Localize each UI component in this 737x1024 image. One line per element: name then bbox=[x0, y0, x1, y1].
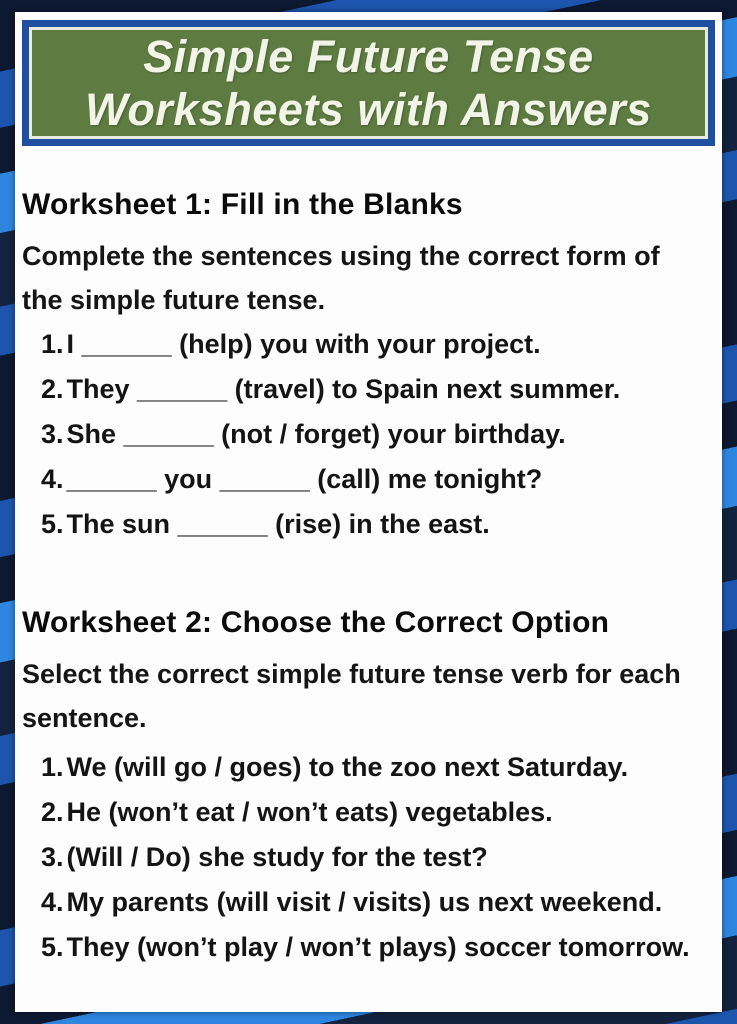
item-text: (Will / Do) she study for the test? bbox=[66, 842, 488, 872]
worksheet-1-instructions: Complete the sentences using the correct form of the simple future tense. bbox=[22, 241, 660, 315]
worksheet-1-heading: Worksheet 1: Fill in the Blanks bbox=[22, 188, 463, 221]
item-text: I ______ (help) you with your project. bbox=[66, 329, 541, 359]
list-item bbox=[41, 880, 714, 925]
item-number: 5. bbox=[41, 509, 64, 539]
page-title-line1: Simple Future Tense bbox=[143, 31, 594, 82]
item-number: 2. bbox=[41, 797, 64, 827]
page-title bbox=[85, 30, 652, 136]
list-item bbox=[41, 367, 714, 412]
list-item bbox=[41, 835, 714, 880]
worksheet-1-item-list bbox=[22, 322, 714, 547]
list-item bbox=[41, 322, 714, 367]
item-text: ______ you ______ (call) me tonight? bbox=[66, 464, 543, 494]
item-text: They (won’t play / won’t plays) soccer tomorrow. bbox=[66, 932, 690, 962]
worksheet-1-section bbox=[22, 184, 714, 547]
item-number: 1. bbox=[41, 329, 64, 359]
worksheet-2-section bbox=[22, 602, 714, 970]
list-item bbox=[41, 502, 714, 547]
worksheet-2-item-list bbox=[22, 745, 714, 970]
item-text: The sun ______ (rise) in the east. bbox=[66, 509, 490, 539]
item-number: 3. bbox=[41, 842, 64, 872]
item-number: 3. bbox=[41, 419, 64, 449]
worksheet-page bbox=[15, 12, 722, 1012]
item-text: He (won’t eat / won’t eats) vegetables. bbox=[66, 797, 553, 827]
item-text: My parents (will visit / visits) us next weekend. bbox=[66, 887, 663, 917]
list-item bbox=[41, 412, 714, 457]
item-text: We (will go / goes) to the zoo next Saturday. bbox=[66, 752, 629, 782]
worksheet-2-heading: Worksheet 2: Choose the Correct Option bbox=[22, 606, 610, 639]
item-number: 5. bbox=[41, 932, 64, 962]
item-number: 4. bbox=[41, 887, 64, 917]
worksheet-2-instructions: Select the correct simple future tense verb for each sentence. bbox=[22, 659, 681, 733]
page-title-line2: Worksheets with Answers bbox=[85, 84, 652, 135]
item-text: She ______ (not / forget) your birthday. bbox=[66, 419, 566, 449]
list-item bbox=[41, 925, 714, 970]
item-text: They ______ (travel) to Spain next summer. bbox=[66, 374, 621, 404]
list-item bbox=[41, 745, 714, 790]
item-number: 2. bbox=[41, 374, 64, 404]
item-number: 4. bbox=[41, 464, 64, 494]
title-banner bbox=[22, 20, 715, 146]
worksheet-content bbox=[22, 184, 714, 970]
item-number: 1. bbox=[41, 752, 64, 782]
list-item bbox=[41, 457, 714, 502]
list-item bbox=[41, 790, 714, 835]
